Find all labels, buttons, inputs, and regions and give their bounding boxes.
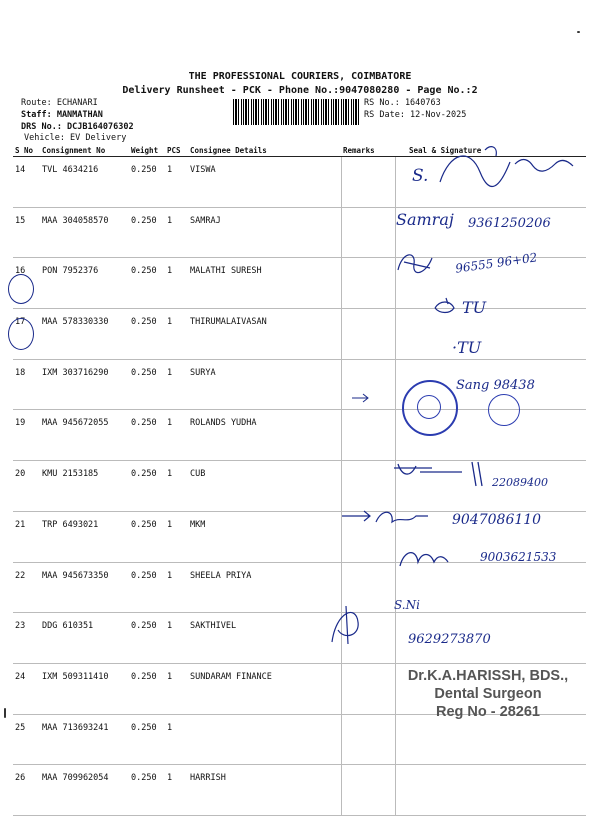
- doctor-stamp-reg: Reg No - 28261: [436, 704, 540, 720]
- sno-cell: 26: [13, 765, 40, 816]
- pcs-cell: 1: [165, 765, 188, 816]
- col-sno-header: S No: [13, 144, 40, 157]
- vehicle-label: Vehicle: EV Delivery: [24, 133, 127, 143]
- col-signature-header: Seal & Signature: [395, 144, 586, 157]
- weight-cell: 0.250: [129, 511, 165, 562]
- weight-cell: 0.250: [129, 562, 165, 613]
- remarks-cell: [341, 765, 395, 816]
- remarks-cell: [341, 461, 395, 512]
- remarks-cell: [341, 410, 395, 461]
- consignment-cell: TRP 6493021: [40, 511, 129, 562]
- sno-cell: 19: [13, 410, 40, 461]
- scan-speck: [577, 31, 580, 33]
- weight-cell: 0.250: [129, 157, 165, 208]
- consignment-cell: KMU 2153185: [40, 461, 129, 512]
- sno-cell: 25: [13, 714, 40, 765]
- consignee-cell: MALATHI SURESH: [188, 258, 341, 309]
- table-row: [13, 562, 586, 613]
- circle-mark-18: [8, 318, 34, 350]
- consignee-cell: [188, 714, 341, 765]
- consignee-cell: SAKTHIVEL: [188, 613, 341, 664]
- remarks-cell: [341, 663, 395, 714]
- col-pcs-header: PCS: [165, 144, 188, 157]
- route-label: Route: ECHANARI: [21, 98, 98, 108]
- signature-scribble-25: [326, 602, 366, 648]
- consignee-cell: SURYA: [188, 359, 341, 410]
- sno-cell: 17: [13, 309, 40, 360]
- rs-date-label: RS Date: 12-Nov-2025: [364, 110, 467, 120]
- pcs-cell: 1: [165, 309, 188, 360]
- pcs-cell: 1: [165, 157, 188, 208]
- consignee-cell: THIRUMALAIVASAN: [188, 309, 341, 360]
- handwriting-19: Sang 98438: [456, 378, 535, 393]
- pcs-cell: 1: [165, 410, 188, 461]
- rs-no-label: RS No.: 1640763: [364, 98, 441, 108]
- remarks-cell: [341, 714, 395, 765]
- handwriting-16: 96555 96+02: [454, 250, 539, 276]
- staff-label: Staff: MANMATHAN: [21, 110, 103, 120]
- weight-cell: 0.250: [129, 207, 165, 258]
- sno-cell: 23: [13, 613, 40, 664]
- sno-cell: 21: [13, 511, 40, 562]
- handwriting-15a: Samraj: [396, 210, 454, 229]
- weight-cell: 0.250: [129, 765, 165, 816]
- remarks-cell: [341, 258, 395, 309]
- consignee-cell: HARRISH: [188, 765, 341, 816]
- handwriting-14: S.: [412, 166, 429, 186]
- secondary-seal-stamp: [488, 394, 520, 426]
- col-weight-header: Weight: [129, 144, 165, 157]
- company-seal-inner-ring: [417, 395, 441, 419]
- circle-mark-17: [8, 274, 34, 304]
- drs-label: [21, 122, 134, 132]
- company-seal-stamp: [402, 380, 458, 436]
- pcs-cell: 1: [165, 714, 188, 765]
- consignee-cell: ROLANDS YUDHA: [188, 410, 341, 461]
- weight-cell: 0.250: [129, 714, 165, 765]
- signature-scribble-16: [392, 248, 438, 276]
- weight-cell: 0.250: [129, 309, 165, 360]
- sno-cell: 14: [13, 157, 40, 208]
- sno-cell: 20: [13, 461, 40, 512]
- col-consignee-header: Consignee Details: [188, 144, 341, 157]
- remarks-cell: [341, 207, 395, 258]
- signature-scribble-14: [430, 142, 590, 190]
- consignee-cell: CUB: [188, 461, 341, 512]
- signature-scribble-23: [394, 544, 454, 574]
- signature-cell: [395, 714, 586, 765]
- handwriting-22: 9047086110: [452, 512, 542, 528]
- handwriting-15b: 9361250206: [468, 216, 551, 231]
- handwriting-18: ·TU: [452, 338, 482, 357]
- consignment-cell: DDG 610351: [40, 613, 129, 664]
- col-consignment-header: Consignment No: [40, 144, 129, 157]
- consignment-cell: TVL 4634216: [40, 157, 129, 208]
- consignee-cell: SAMRAJ: [188, 207, 341, 258]
- consignee-cell: SUNDARAM FINANCE: [188, 663, 341, 714]
- pcs-cell: 1: [165, 207, 188, 258]
- scan-speck: [4, 708, 6, 718]
- consignment-cell: MAA 713693241: [40, 714, 129, 765]
- weight-cell: 0.250: [129, 663, 165, 714]
- handwriting-21: 22089400: [492, 476, 548, 489]
- drs-text: DRS No.: DCJB164076302: [21, 122, 134, 132]
- table-row: [13, 765, 586, 816]
- pcs-cell: 1: [165, 511, 188, 562]
- doctor-stamp-title: Dental Surgeon: [434, 686, 542, 702]
- pcs-cell: 1: [165, 359, 188, 410]
- pcs-cell: 1: [165, 613, 188, 664]
- table-row: [13, 714, 586, 765]
- pcs-cell: 1: [165, 258, 188, 309]
- sno-cell: 15: [13, 207, 40, 258]
- table-row: [13, 613, 586, 664]
- barcode: [233, 99, 360, 125]
- handwriting-25: 9629273870: [408, 632, 491, 647]
- consignee-cell: SHEELA PRIYA: [188, 562, 341, 613]
- remark-arrow-22: [340, 510, 376, 524]
- signature-scribble-17: [432, 296, 462, 316]
- consignment-cell: MAA 945672055: [40, 410, 129, 461]
- table-row: [13, 207, 586, 258]
- consignee-cell: MKM: [188, 511, 341, 562]
- signature-cell: [395, 765, 586, 816]
- handwriting-23: 9003621533: [480, 550, 557, 564]
- handwriting-24: S.Ni: [394, 598, 420, 612]
- weight-cell: 0.250: [129, 461, 165, 512]
- consignment-cell: MAA 578330330: [40, 309, 129, 360]
- consignee-cell: VISWA: [188, 157, 341, 208]
- consignment-cell: MAA 304058570: [40, 207, 129, 258]
- consignment-cell: PON 7952376: [40, 258, 129, 309]
- doctor-stamp-name: Dr.K.A.HARISSH, BDS.,: [407, 668, 569, 684]
- pcs-cell: 1: [165, 562, 188, 613]
- remarks-cell: [341, 309, 395, 360]
- runsheet-title: Delivery Runsheet - PCK - Phone No.:9047080280 - Page No.:2: [122, 85, 478, 96]
- consignment-cell: IXM 509311410: [40, 663, 129, 714]
- remark-arrow-19: [350, 392, 372, 404]
- signature-scribble-22: [372, 506, 432, 530]
- weight-cell: 0.250: [129, 613, 165, 664]
- weight-cell: 0.250: [129, 258, 165, 309]
- sno-cell: 24: [13, 663, 40, 714]
- sno-cell: 16: [13, 258, 40, 309]
- weight-cell: 0.250: [129, 410, 165, 461]
- pcs-cell: 1: [165, 663, 188, 714]
- remarks-cell: [341, 157, 395, 208]
- consignment-cell: MAA 945673350: [40, 562, 129, 613]
- sno-cell: 18: [13, 359, 40, 410]
- weight-cell: 0.250: [129, 359, 165, 410]
- company-title: THE PROFESSIONAL COURIERS, COIMBATORE: [188, 71, 412, 82]
- consignment-cell: IXM 303716290: [40, 359, 129, 410]
- pcs-cell: 1: [165, 461, 188, 512]
- handwriting-17: TU: [462, 298, 487, 317]
- col-remarks-header: Remarks: [341, 144, 395, 157]
- table-row: [13, 309, 586, 360]
- sno-cell: 22: [13, 562, 40, 613]
- consignment-cell: MAA 709962054: [40, 765, 129, 816]
- signature-cell: [395, 309, 586, 360]
